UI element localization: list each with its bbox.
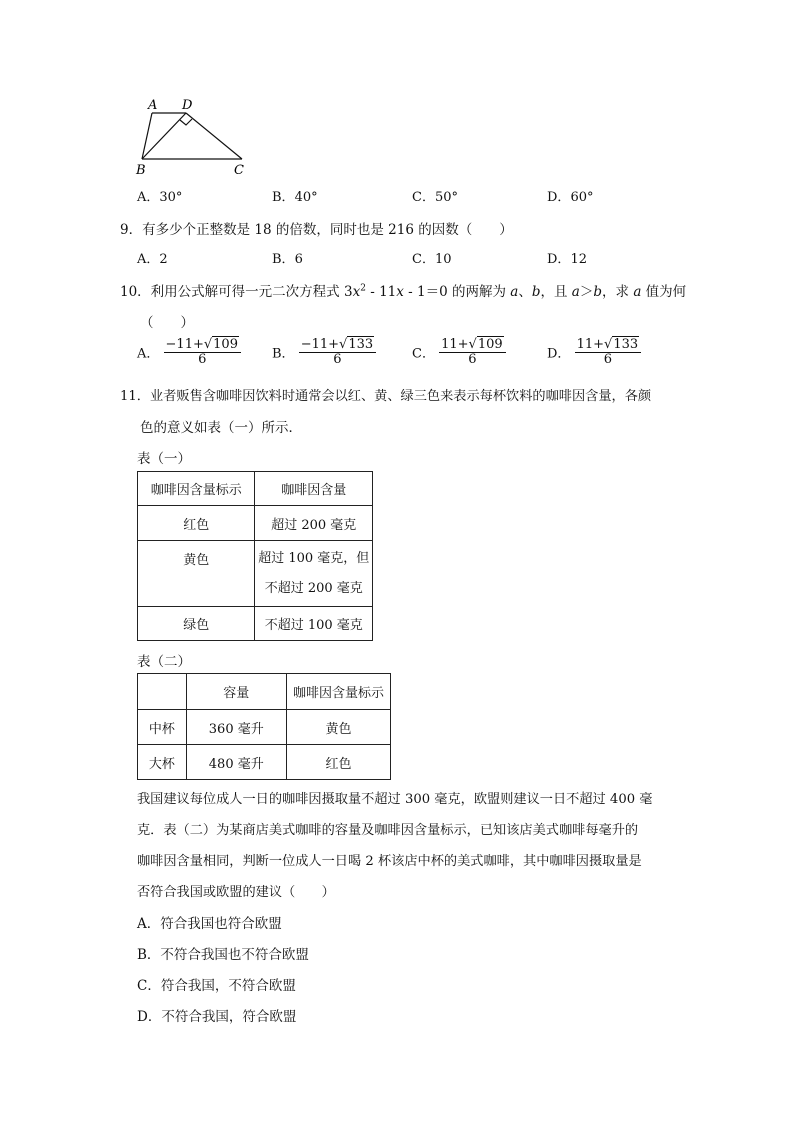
q10-option-d[interactable]: D． $\frac{11+√133}{6}$ — [547, 338, 641, 366]
q11-body-line3: 咖啡因含量相同，判断一位成人一日喝 2 杯该店中杯的美式咖啡，其中咖啡因摄取量是 — [137, 854, 642, 869]
q10-fraction-b: $\frac{-11+√133}{6}$ — [299, 338, 376, 366]
table1-cell: 红色 — [138, 506, 255, 541]
q11-option-b[interactable]: B．不符合我国也不符合欧盟 — [137, 947, 309, 963]
table1-cell: 黄色 — [138, 541, 255, 607]
q11-body-line4: 否符合我国或欧盟的建议（ ） — [137, 885, 335, 900]
label-b: B — [136, 163, 146, 178]
q9-option-d[interactable]: D．12 — [547, 252, 587, 267]
label-a: A — [148, 98, 158, 113]
table2-cell: 大杯 — [138, 745, 187, 780]
table1-cell: 绿色 — [138, 607, 255, 641]
table2-cell: 480 毫升 — [186, 745, 286, 780]
sqrt-icon: √ — [203, 337, 213, 352]
table1-cell: 超过 100 毫克，但 不超过 200 毫克 — [255, 541, 373, 607]
table2-cell: 黄色 — [286, 710, 390, 745]
table2-cell: 红色 — [286, 745, 390, 780]
q9-option-c[interactable]: C．10 — [412, 252, 452, 267]
table1-caption: 表（一） — [137, 451, 191, 467]
q8-option-c[interactable]: C．50° — [412, 190, 458, 205]
q10-option-a[interactable]: A． $\frac{-11+√109}{6}$ — [137, 338, 241, 366]
table2-cell: 360 毫升 — [186, 710, 286, 745]
caffeine-label-table — [137, 471, 373, 641]
sqrt-icon: √ — [468, 337, 477, 352]
q11-stem-line2: 色的意义如表（一）所示． — [140, 420, 302, 436]
q8-option-d[interactable]: D．60° — [547, 190, 594, 205]
table2-header-capacity: 容量 — [186, 674, 286, 710]
q9-option-b[interactable]: B．6 — [272, 252, 303, 267]
q11-stem-line1: 11．业者贩售含咖啡因饮料时通常会以红、黄、绿三色来表示每杯饮料的咖啡因含量，各颜 — [120, 389, 652, 404]
q9-stem: 9．有多少个正整数是 18 的倍数，同时也是 216 的因数（ ） — [120, 222, 513, 238]
q10-fraction-d: $\frac{11+√133}{6}$ — [575, 338, 642, 366]
table1-header-content: 咖啡因含量 — [255, 472, 373, 506]
q11-option-d[interactable]: D．不符合我国，符合欧盟 — [137, 1009, 297, 1025]
table2-header-empty — [138, 674, 187, 710]
sqrt-icon: √ — [339, 337, 348, 352]
q11-body-line2: 克．表（二）为某商店美式咖啡的容量及咖啡因含量标示，已知该店美式咖啡每毫升的 — [137, 823, 639, 838]
table1-cell: 不超过 100 毫克 — [255, 607, 373, 641]
q11-body-line1: 我国建议每位成人一日的咖啡因摄取量不超过 300 毫克，欧盟则建议一日不超过 400 毫 — [137, 792, 653, 807]
trapezoid-figure — [130, 95, 260, 180]
label-d: D — [182, 98, 193, 113]
table2-header-label: 咖啡因含量标示 — [286, 674, 390, 710]
q10-fraction-a: $\frac{-11+√109}{6}$ — [164, 338, 241, 366]
q10-option-b[interactable]: B． $\frac{-11+√133}{6}$ — [272, 338, 376, 366]
label-c: C — [234, 163, 244, 178]
q11-option-a[interactable]: A．符合我国也符合欧盟 — [137, 916, 282, 932]
table2-caption: 表（二） — [137, 654, 191, 670]
q8-option-b[interactable]: B．40° — [272, 190, 318, 205]
table1-header-label: 咖啡因含量标示 — [138, 472, 255, 506]
q8-option-a[interactable]: A．30° — [137, 190, 183, 205]
q10-stem-paren: （ ） — [140, 315, 194, 331]
q11-option-c[interactable]: C．符合我国，不符合欧盟 — [137, 978, 296, 994]
q10-stem: 10．利用公式解可得一元二次方程式 $3x^2 - 11x - 1=0$ 的两解为 a、b，且 a＞b，求 a 值为何 — [120, 283, 687, 300]
coffee-cup-table — [137, 673, 391, 780]
q10-fraction-c: $\frac{11+√109}{6}$ — [439, 338, 506, 366]
q9-option-a[interactable]: A．2 — [137, 252, 168, 267]
q10-option-c[interactable]: C． $\frac{11+√109}{6}$ — [412, 338, 506, 366]
table1-cell: 超过 200 毫克 — [255, 506, 373, 541]
table2-cell: 中杯 — [138, 710, 187, 745]
sqrt-icon: √ — [604, 337, 613, 352]
